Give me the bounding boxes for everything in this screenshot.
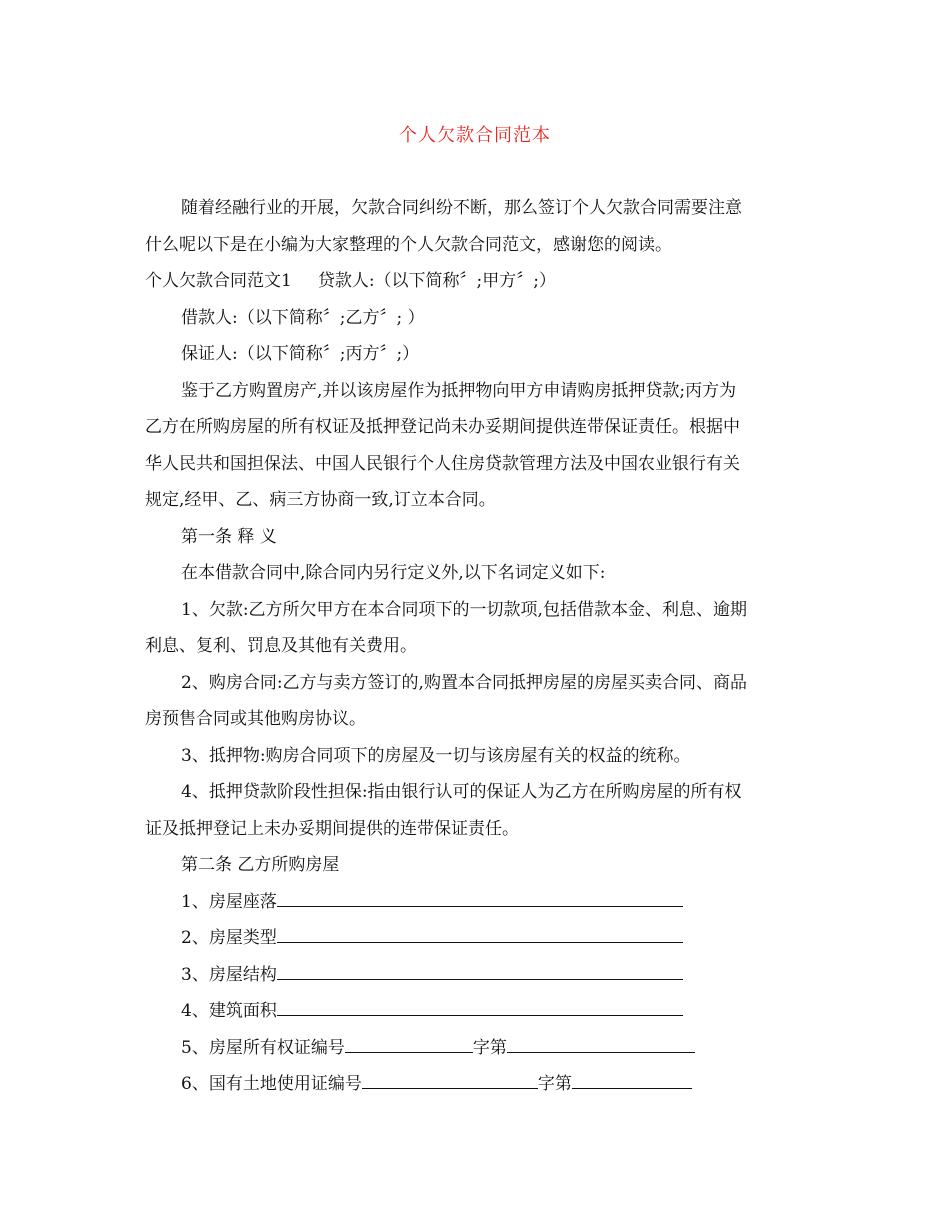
definition-3: 3、抵押物:购房合同项下的房屋及一切与该房屋有关的权益的统称。 — [181, 745, 691, 766]
field-location-label: 1、房屋座落 — [181, 891, 277, 912]
field-type-blank — [277, 926, 683, 943]
article-1-title: 第一条 释 义 — [181, 526, 277, 547]
field-type-label: 2、房屋类型 — [181, 928, 277, 948]
article-1-intro: 在本借款合同中,除合同内另行定义外,以下名词定义如下: — [181, 563, 606, 583]
field-area-label: 4、建筑面积 — [181, 1001, 277, 1021]
document-body — [145, 190, 807, 1103]
field-land-cert-blank — [362, 1072, 538, 1089]
intro-line-2: 什么呢以下是在小编为大家整理的个人欠款合同范文，感谢您的阅读。 — [145, 234, 672, 255]
preamble-line-2: 乙方在所购房屋的所有权证及抵押登记尚未办妥期间提供连带保证责任。根据中 — [145, 417, 740, 437]
field-ownership-cert-suffix: 字第 — [472, 1037, 507, 1058]
definition-4-line-2: 证及抵押登记上未办妥期间提供的连带保证责任。 — [145, 818, 519, 839]
field-ownership-cert-label: 5、房屋所有权证编号 — [181, 1037, 345, 1058]
definition-1-line-2: 利息、复利、罚息及其他有关费用。 — [145, 636, 417, 656]
field-structure-row — [145, 957, 807, 994]
sample-heading: 个人欠款合同范文1 — [145, 271, 292, 291]
field-land-cert-suffix: 字第 — [537, 1074, 572, 1094]
definition-2-line-2: 房预售合同或其他购房协议。 — [145, 709, 366, 729]
field-land-cert-row — [145, 1066, 807, 1103]
sample-heading-line — [145, 263, 807, 300]
field-ownership-cert-number-blank — [507, 1036, 695, 1053]
field-land-cert-number-blank — [572, 1072, 692, 1089]
intro-line-1: 随着经融行业的开展，欠款合同纠纷不断，那么签订个人欠款合同需要注意 — [181, 198, 742, 218]
document-title: 个人欠款合同范本 — [399, 125, 551, 146]
guarantor-clause: 保证人:（以下简称〞;丙方〞;） — [181, 344, 420, 364]
definition-1-line-1: 1、欠款:乙方所欠甲方在本合同项下的一切款项,包括借款本金、利息、逾期 — [181, 599, 747, 620]
article-2-title: 第二条 乙方所购房屋 — [181, 855, 340, 875]
field-structure-label: 3、房屋结构 — [181, 964, 277, 985]
preamble-line-3: 华人民共和国担保法、中国人民银行个人住房贷款管理方法及中国农业银行有关 — [145, 453, 740, 474]
borrower-clause: 借款人:（以下简称〞;乙方〞; ） — [181, 307, 425, 328]
field-location-row — [145, 884, 807, 921]
field-ownership-cert-row — [145, 1030, 807, 1067]
field-type-row — [145, 920, 807, 957]
field-ownership-cert-blank — [345, 1036, 473, 1053]
field-land-cert-label: 6、国有土地使用证编号 — [181, 1074, 362, 1094]
field-structure-blank — [277, 963, 683, 980]
definition-4-line-1: 4、抵押贷款阶段性担保:指由银行认可的保证人为乙方在所购房屋的所有权 — [181, 782, 742, 802]
preamble-line-4: 规定,经甲、乙、病三方协商一致,订立本合同。 — [145, 490, 496, 510]
field-area-blank — [277, 999, 683, 1016]
definition-2-line-1: 2、购房合同:乙方与卖方签订的,购置本合同抵押房屋的房屋买卖合同、商品 — [181, 672, 747, 693]
field-area-row — [145, 993, 807, 1030]
preamble-line-1: 鉴于乙方购置房产,并以该房屋作为抵押物向甲方申请购房抵押贷款;丙方为 — [181, 380, 737, 401]
field-location-blank — [277, 890, 683, 907]
lender-clause: 贷款人:（以下简称〞;甲方〞;） — [317, 271, 557, 291]
